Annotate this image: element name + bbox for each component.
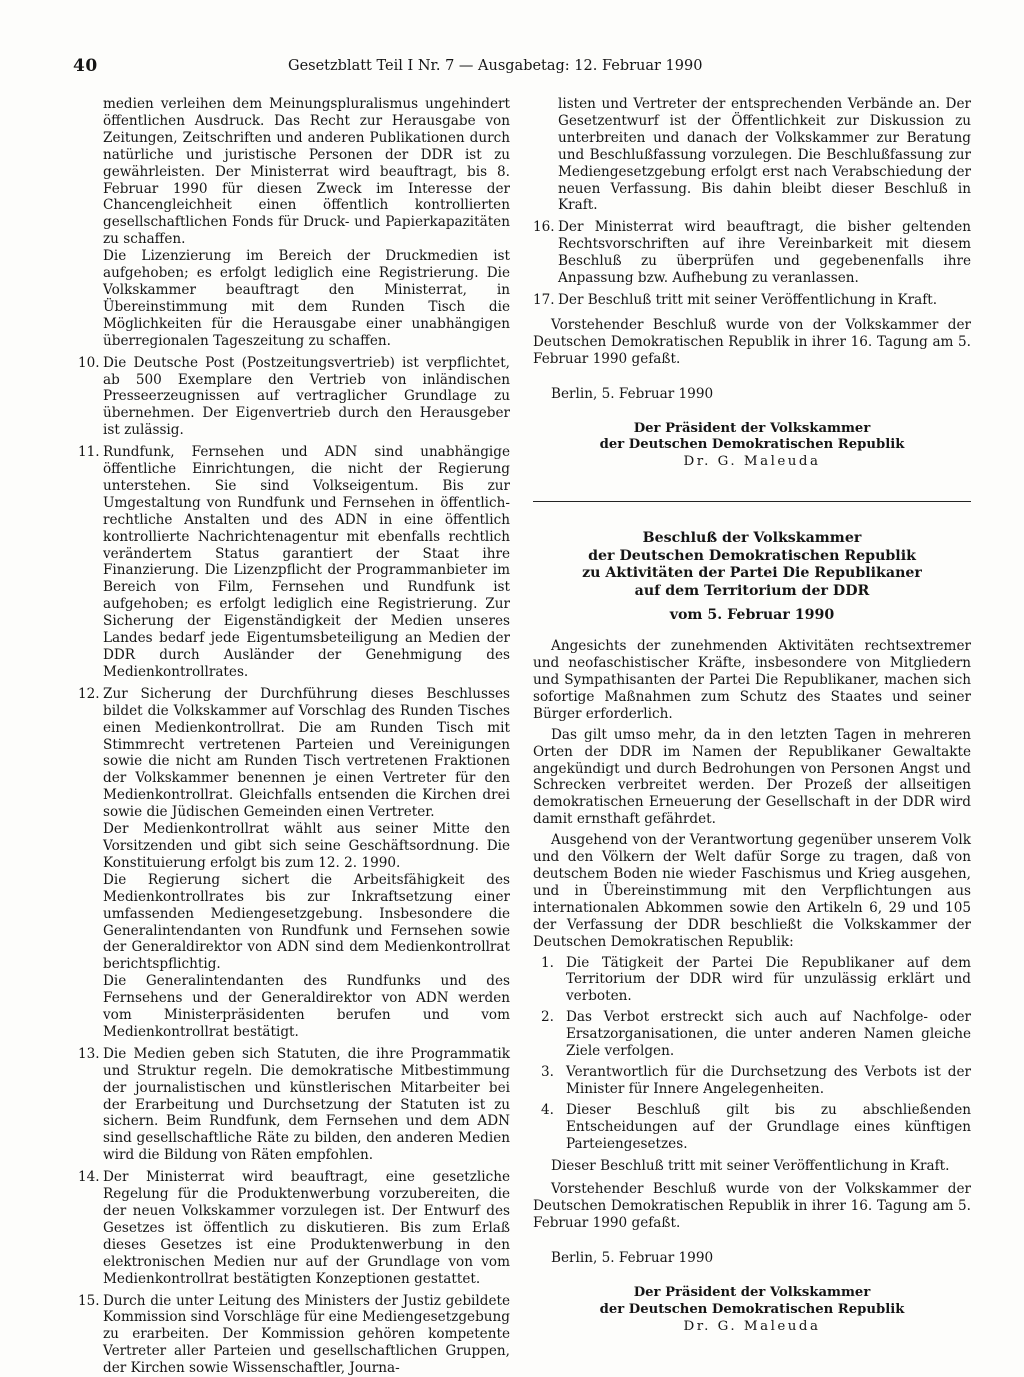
adoption-note: Vorstehender Beschluß wurde von der Volkskammer der Deutschen Demokratischen Republik in ihrer 16. Tagung am 5. Februar 1990 gefaßt.: [533, 316, 971, 367]
resolution-item-2: [533, 1009, 971, 1060]
item-text: Die Regierung sichert die Arbeitsfähigkeit des Medienkontrollrates bis zur Inkraftsetzung einer umfassenden Mediengesetzgebung. Insbesondere die Generalintendanten von Rundfunk und Fernsehen sowie der Generaldirektor von ADN sind dem Medienkontrollrat berichtspflichtig.: [103, 871, 510, 973]
item-16: [533, 219, 971, 287]
signature-title: der Deutschen Demokratischen Republik: [599, 1301, 905, 1317]
item-14: [78, 1169, 510, 1287]
item-12: [78, 686, 510, 1041]
item-number: 1.: [541, 954, 554, 971]
item-text: Die Generalintendanten des Rundfunks und des Fernsehens und der Generaldirektor von ADN werden vom Ministerpräsidenten berufen und vom Medienkontrollrat bestätigt.: [103, 973, 510, 1040]
signatory-name: Dr. G. Maleuda: [683, 454, 821, 470]
item-13: [78, 1046, 510, 1164]
item-text: Die Deutsche Post (Postzeitungsvertrieb) ist verpflichtet, ab 500 Exemplare den Vertrieb von inländischen Presseerzeugnissen auf vertraglicher Grundlage zu übernehmen. Der Eigenvertrieb durch den Herausgeber ist zulässig.: [103, 354, 510, 439]
resolution-item-1: [533, 955, 971, 1006]
item-text: Rundfunk, Fernsehen und ADN sind unabhängige öffentliche Einrichtungen, die nicht der Regierung unterstehen. Sie sind Volkseigentum. Bis zur Umgestaltung von Rundfunk und Fernsehen in öffentlich-rechtliche Anstalten und des ADN in eine öffentlich kontrollierte Nachrichtenagentur mit ebenfalls rechtlich verändertem Status garantiert der Staat ihre Finanzierung. Die Lizenzpflicht der Programmanbieter im Bereich von Film, Fernsehen und Rundfunk ist aufgehoben; es erfolgt lediglich eine Registrierung. Zur Sicherung der Eigenständigkeit der Medien unseres Landes bedarf jede Eigentumsbeteiligung an Medien der DDR durch Ausländer der Genehmigung des Medienkontrollrates.: [103, 444, 510, 680]
item-number: 11.: [78, 444, 100, 461]
item-number: 4.: [541, 1101, 554, 1118]
heading-date: vom 5. Februar 1990: [669, 606, 835, 623]
adoption-note: Vorstehender Beschluß wurde von der Volkskammer der Deutschen Demokratischen Republik in ihrer 16. Tagung am 5. Februar 1990 gefaßt.: [533, 1181, 971, 1232]
item-text: Zur Sicherung der Durchführung dieses Beschlusses bildet die Volkskammer auf Vorschlag des Runden Tisches einen Medienkontrollrat. Die am Runden Tisch mit Stimmrecht vertretenen Parteien und Vereinigungen sowie die nicht am Runden Tisch vertretenen Fraktionen der Volkskammer benennen je einen Vertreter für den Medienkontrollrat. Gleichfalls entsenden die Kirchen drei sowie die Jüdischen Gemeinden einen Vertreter.: [103, 685, 510, 821]
page-number: 40: [73, 56, 98, 76]
signature-block: [533, 421, 971, 472]
signature-title: Der Präsident der Volkskammer: [633, 420, 871, 436]
resolution-item-3: [533, 1064, 971, 1098]
item-number: 15.: [78, 1292, 100, 1309]
item-text: Verantwortlich für die Durchsetzung des Verbots ist der Minister für Innere Angelegenheiten.: [566, 1063, 971, 1097]
item-number: 3.: [541, 1063, 554, 1080]
item-text: Der Medienkontrollrat wählt aus seiner Mitte den Vorsitzenden und gibt sich seine Geschäftsordnung. Die Konstituierung erfolgt bis zum 12. 2. 1990.: [103, 821, 510, 871]
signature-title: Der Präsident der Volkskammer: [633, 1285, 871, 1300]
item-number: 16.: [533, 219, 555, 236]
section-divider: [533, 501, 971, 502]
left-column: [78, 96, 510, 1377]
heading-line: zu Aktivitäten der Partei Die Republikaner: [582, 565, 922, 582]
item-number: 14.: [78, 1169, 100, 1186]
continuation-paragraph-2: Die Lizenzierung im Bereich der Druckmedien ist aufgehoben; es erfolgt lediglich eine Registrierung. Die Volkskammer beauftragt den Ministerrat, in Übereinstimmung mit dem Runden Tisch die Möglichkeiten für die Herausgabe einer unabhängigen überregionalen Tageszeitung zu schaffen.: [103, 248, 510, 349]
preamble-paragraph: Angesichts der zunehmenden Aktivitäten rechtsextremer und neofaschistischer Kräfte, insbesondere von Mitgliedern und Sympathisanten der Partei Die Republikaner, machen sich sofortige Maßnahmen zum Schutz des Staates und seiner Bürger erforderlich.: [533, 638, 971, 722]
item-15: [78, 1293, 510, 1377]
signature-block: [533, 1285, 971, 1336]
continuation-paragraph: listen und Vertreter der entsprechenden Verbände an. Der Gesetzentwurf ist der Öffentlichkeit zur Diskussion zu unterbreiten und danach der Volkskammer zur Beratung und Beschlußfassung vorzulegen. Die Beschlußfassung zur Mediengesetzgebung erfolgt erst nach Verabschiedung der neuen Verfassung. Bis dahin bleibt dieser Beschluß in Kraft.: [558, 96, 971, 214]
in-force-note: Dieser Beschluß tritt mit seiner Veröffentlichung in Kraft.: [551, 1158, 950, 1175]
item-number: 10.: [78, 354, 100, 371]
item-text: Die Tätigkeit der Partei Die Republikaner auf dem Territorium der DDR wird für unzulässig erklärt und verboten.: [566, 954, 971, 1005]
item-text: Der Ministerrat wird beauftragt, die bisher geltenden Rechtsvorschriften auf ihre Vereinbarkeit mit diesem Beschluß zu überprüfen und gegebenenfalls ihre Anpassung bzw. Aufhebung zu veranlassen.: [558, 219, 971, 287]
item-number: 2.: [541, 1009, 554, 1026]
item-text: Die Medien geben sich Statuten, die ihre Programmatik und Struktur regeln. Die demokratische Mitbestimmung der journalistischen und künstlerischen Mitarbeiter bei der Erarbeitung und Durchsetzung der Statuten ist zu sichern. Beim Rundfunk, dem Fernsehen und dem ADN sind gesellschaftliche Räte zu bilden, den anderen Medien wird die Bildung von Räten empfohlen.: [103, 1045, 510, 1164]
running-title: Gesetzblatt Teil I Nr. 7 — Ausgabetag: 12. Februar 1990: [288, 58, 703, 74]
item-text: Dieser Beschluß gilt bis zu abschließenden Entscheidungen auf der Grundlage eines künftigen Parteiengesetzes.: [566, 1101, 971, 1152]
item-number: 17.: [533, 291, 555, 308]
preamble-paragraph: Ausgehend von der Verantwortung gegenüber unserem Volk und den Völkern der Welt dafür Sorge zu tragen, daß von deutschem Boden nie wieder Faschismus und Krieg ausgehen, und in Übereinstimmung mit den Verpflichtungen aus internationalen Abkommen sowie den Artikeln 6, 29 und 105 der Verfassung der DDR beschließt die Volkskammer der Deutschen Demokratischen Republik:: [533, 832, 971, 950]
heading-line: der Deutschen Demokratischen Republik: [588, 547, 916, 564]
place-date: Berlin, 5. Februar 1990: [551, 385, 714, 402]
signatory-name: Dr. G. Maleuda: [683, 1318, 821, 1334]
heading-line: auf dem Territorium der DDR: [634, 583, 870, 599]
item-number: 13.: [78, 1045, 100, 1062]
item-11: [78, 444, 510, 681]
continuation-paragraph: medien verleihen dem Meinungspluralismus ungehindert öffentlichen Ausdruck. Das Recht zur Herausgabe von Zeitungen, Zeitschriften und anderen Publikationen durch natürliche und juristische Personen der DDR ist zu gewährleisten. Der Ministerrat wird beauftragt, bis 8. Februar 1990 für diesen Zweck im Interesse der Chancengleichheit einen öffentlich kontrollierten gesellschaftlichen Fonds für Druck- und Papierkapazitäten zu schaffen.: [103, 96, 510, 248]
place-date: Berlin, 5. Februar 1990: [551, 1250, 714, 1267]
resolution-item-4: [533, 1102, 971, 1153]
preamble-paragraph: Das gilt umso mehr, da in den letzten Tagen in mehreren Orten der DDR im Namen der Republikaner Gewaltakte angekündigt und durch Bedrohungen von Personen Angst und Schrecken verbreitet werden. Der Prozeß der allseitigen demokratischen Erneuerung der Gesellschaft in der DDR wird damit ernsthaft gefährdet.: [533, 726, 971, 828]
signature-title: der Deutschen Demokratischen Republik: [599, 437, 905, 453]
resolution-heading: [533, 530, 971, 624]
item-text: Der Beschluß tritt mit seiner Veröffentlichung in Kraft.: [558, 291, 938, 308]
right-column: [533, 96, 971, 1336]
item-text: Durch die unter Leitung des Ministers der Justiz gebildete Kommission sind Vorschläge für eine Mediengesetzgebung zu erarbeiten. Der Kommission gehören kompetente Vertreter aller Parteien und gesellschaftlichen Gruppen, der Kirchen sowie Wissenschaftler, Journa-: [103, 1292, 510, 1377]
item-text: Der Ministerrat wird beauftragt, eine gesetzliche Regelung für die Produktenwerbung vorzubereiten, die der neuen Volkskammer vorzulegen ist. Der Entwurf des Gesetzes ist öffentlich zu diskutieren. Bis zum Erlaß dieses Gesetzes ist eine Produktenwerbung in den elektronischen Medien nur auf der Grundlage von vom Medienkontrollrat bestätigten Konzeptionen gestattet.: [103, 1169, 510, 1287]
item-text: Das Verbot erstreckt sich auch auf Nachfolge- oder Ersatzorganisationen, die unter anderen Namen gleiche Ziele verfolgen.: [566, 1009, 971, 1060]
item-number: 12.: [78, 685, 100, 702]
item-10: [78, 355, 510, 440]
heading-line: Beschluß der Volkskammer: [642, 530, 862, 547]
item-17: [533, 292, 971, 309]
